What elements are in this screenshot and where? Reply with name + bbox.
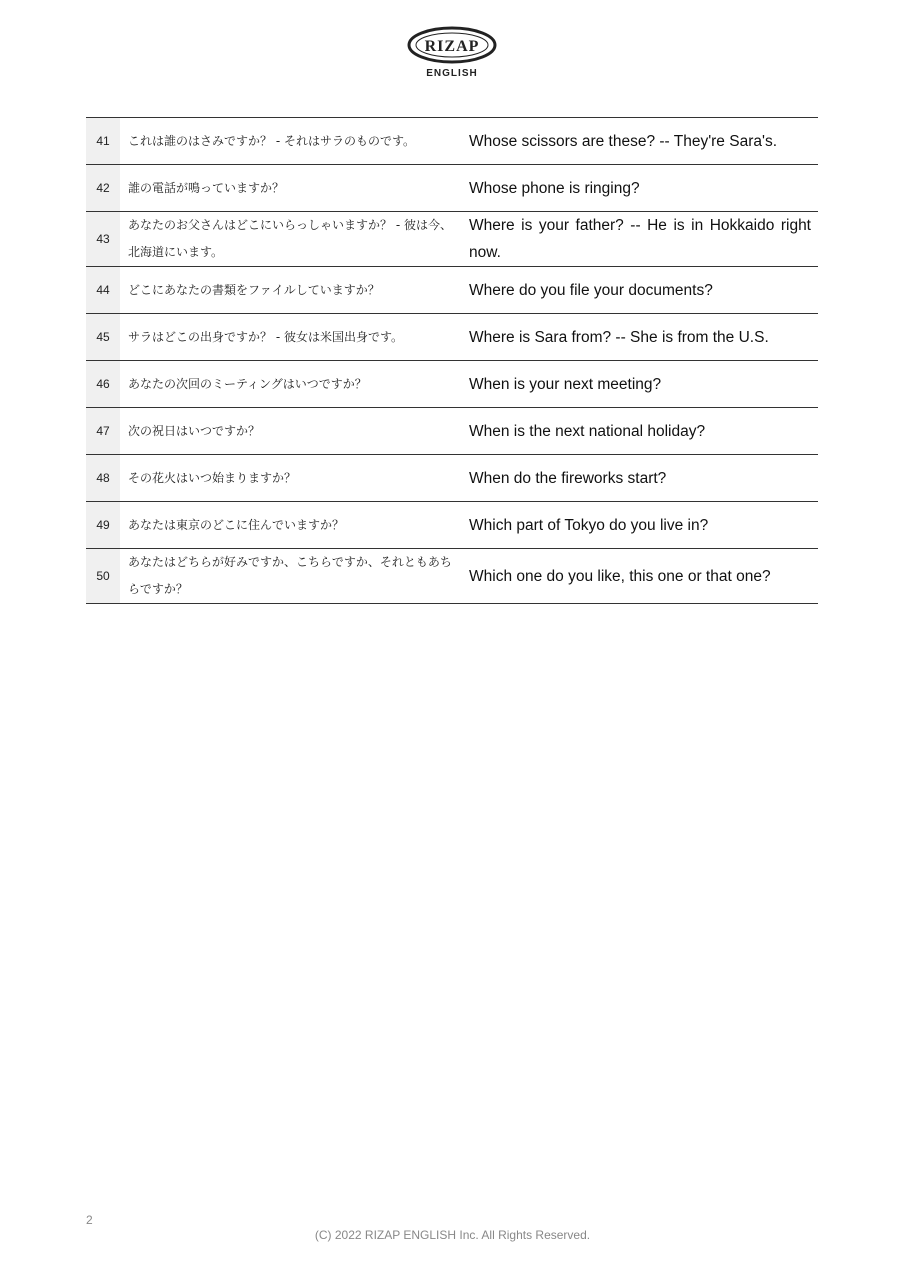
table-row bbox=[86, 212, 818, 267]
row-number: 48 bbox=[86, 455, 120, 501]
row-number: 41 bbox=[86, 118, 120, 164]
english-sentence: Which one do you like, this one or that one? bbox=[469, 567, 771, 585]
english-sentence: When is your next meeting? bbox=[469, 375, 662, 393]
japanese-sentence: これは誰のはさみですか？ - それはサラのものです。 bbox=[128, 133, 416, 148]
table-row bbox=[86, 502, 818, 549]
row-number: 46 bbox=[86, 361, 120, 407]
logo-subtext: ENGLISH bbox=[426, 68, 478, 79]
english-sentence: Where is Sara from? -- She is from the U.S. bbox=[469, 328, 769, 346]
table-row bbox=[86, 267, 818, 314]
japanese-sentence: あなたのお父さんはどこにいらっしゃいますか？ - 彼は今、北海道にいます。 bbox=[128, 218, 452, 259]
row-number: 42 bbox=[86, 165, 120, 211]
row-number: 49 bbox=[86, 502, 120, 548]
japanese-sentence: サラはどこの出身ですか？ - 彼女は米国出身です。 bbox=[128, 329, 404, 344]
japanese-sentence: あなたの次回のミーティングはいつですか？ bbox=[128, 376, 367, 391]
copyright-notice: (C) 2022 RIZAP ENGLISH Inc. All Rights Reserved. bbox=[314, 1228, 591, 1242]
japanese-sentence: あなたはどちらが好みですか、こちらですか、それともあちらですか？ bbox=[128, 555, 452, 596]
english-sentence: Where do you file your documents? bbox=[469, 281, 713, 299]
english-sentence: Whose scissors are these? -- They're Sara's. bbox=[469, 132, 777, 150]
rizap-logo-icon bbox=[407, 26, 497, 64]
row-number: 44 bbox=[86, 267, 120, 313]
rizap-english-logo bbox=[402, 26, 502, 79]
japanese-sentence: 誰の電話が鳴っていますか？ bbox=[128, 180, 285, 195]
logo-wordmark: RIZAP bbox=[424, 38, 480, 55]
table-row bbox=[86, 165, 818, 212]
japanese-sentence: あなたは東京のどこに住んでいますか？ bbox=[128, 517, 345, 532]
english-sentence: Whose phone is ringing? bbox=[469, 179, 640, 197]
table-row bbox=[86, 549, 818, 604]
row-number: 43 bbox=[86, 212, 120, 266]
row-number: 50 bbox=[86, 549, 120, 603]
page-number: 2 bbox=[86, 1213, 93, 1227]
table-row bbox=[86, 314, 818, 361]
phrase-table bbox=[86, 117, 818, 604]
english-sentence: Where is your father? -- He is in Hokkaido right now. bbox=[469, 217, 811, 261]
table-row bbox=[86, 361, 818, 408]
row-number: 47 bbox=[86, 408, 120, 454]
english-sentence: When is the next national holiday? bbox=[469, 422, 706, 440]
japanese-sentence: どこにあなたの書類をファイルしていますか？ bbox=[128, 282, 380, 297]
english-sentence: When do the fireworks start? bbox=[469, 469, 667, 487]
english-sentence: Which part of Tokyo do you live in? bbox=[469, 516, 709, 534]
table-row bbox=[86, 118, 818, 165]
table-row bbox=[86, 408, 818, 455]
japanese-sentence: その花火はいつ始まりますか？ bbox=[128, 470, 297, 485]
table-row bbox=[86, 455, 818, 502]
row-number: 45 bbox=[86, 314, 120, 360]
japanese-sentence: 次の祝日はいつですか？ bbox=[128, 423, 261, 438]
